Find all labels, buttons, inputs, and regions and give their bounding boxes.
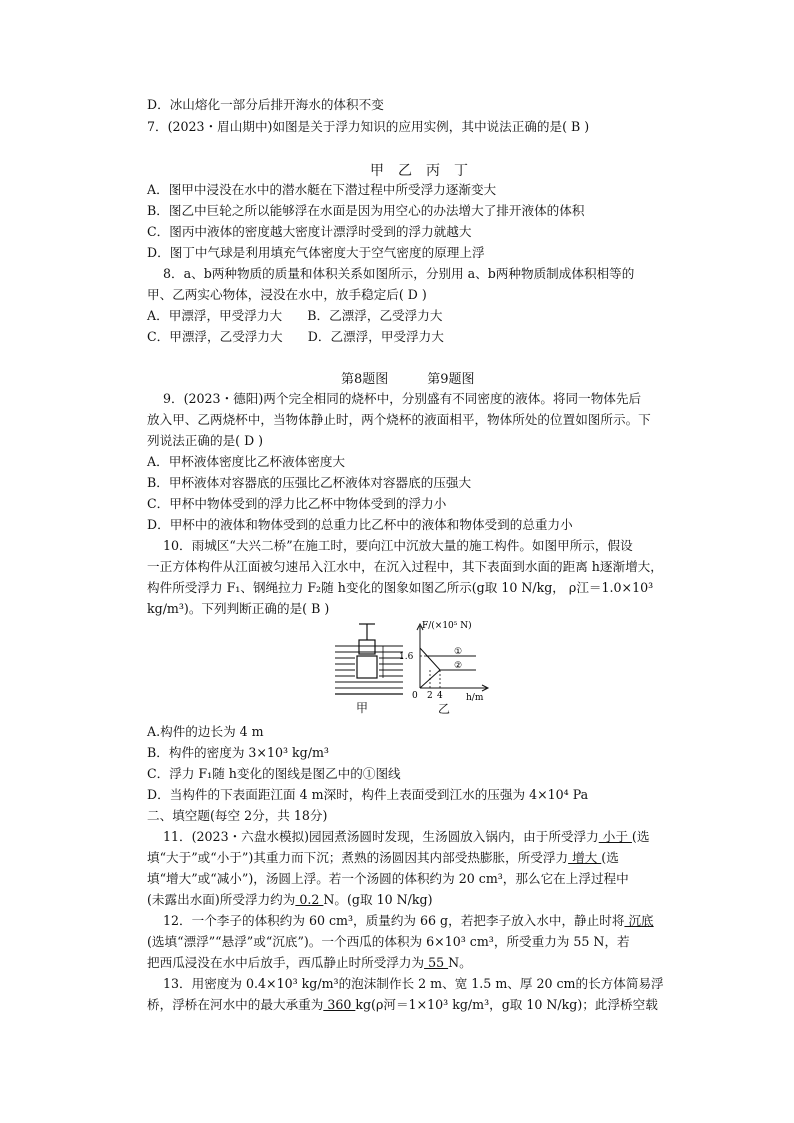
graph-x-tick-label: 4 bbox=[437, 691, 443, 701]
q11-line-3: 填“增大”或“减小”)，汤圆上浮。若一个汤圆的体积约为 20 cm³，那么它在上浮过程中 bbox=[147, 871, 629, 886]
q10-option-a: A.构件的边长为 4 m bbox=[147, 724, 264, 739]
q13-line-1: 13．用密度为 0.4×10³ kg/m³的泡沫制作长 2 m、宽 1.5 m、厚 20 cm的长方体简易浮 bbox=[163, 976, 664, 991]
graph-y-axis-label: F/(×10⁵ N) bbox=[422, 621, 472, 631]
q11-text: (选 bbox=[601, 850, 619, 865]
q10-figure-yi-label: 乙 bbox=[438, 702, 451, 716]
q11-line-2 bbox=[147, 850, 619, 866]
q7-option-c: C．图丙中液体的密度越大密度计漂浮时受到的浮力就越大 bbox=[147, 224, 472, 239]
q10-option-c: C．浮力 F₁随 h变化的图线是图乙中的①图线 bbox=[147, 766, 401, 781]
q11-text: 11．(2023・六盘水模拟)园园煮汤圆时发现，生汤圆放入锅内，由于所受浮力 bbox=[163, 829, 599, 844]
q7-stem: 7．(2023・眉山期中)如图是关于浮力知识的应用实例，其中说法正确的是( B ) bbox=[147, 119, 590, 134]
q10-graph-yi bbox=[396, 618, 496, 702]
q9-option-c: C．甲杯中物体受到的浮力比乙杯中物体受到的浮力小 bbox=[147, 496, 447, 511]
q13-text: kg(ρ河＝1×10³ kg/m³，g取 10 N/kg)；此浮桥空载 bbox=[355, 997, 658, 1012]
q7-figure-caption: 甲 乙 丙 丁 bbox=[370, 163, 468, 179]
q7-option-b: B．图乙中巨轮之所以能够浮在水面是因为用空心的办法增大了排开液体的体积 bbox=[147, 203, 585, 218]
graph-y-tick-label: 1.6 bbox=[399, 652, 414, 662]
q9-stem-1: 9．(2023・德阳)两个完全相同的烧杯中，分别盛有不同密度的液体。将同一物体先后 bbox=[163, 391, 642, 406]
q11-text: 填“大于”或“小于”)其重力而下沉；煮熟的汤圆因其内部受热膨胀，所受浮力 bbox=[147, 850, 569, 865]
q11-answer-3: 0.2 bbox=[295, 892, 324, 907]
q10-stem-1: 10．雨城区“大兴二桥”在施工时，要向江中沉放大量的施工构件。如图甲所示，假设 bbox=[163, 538, 633, 553]
q9-option-a: A．甲杯液体密度比乙杯液体密度大 bbox=[147, 454, 346, 469]
q9-option-d: D．甲杯中的液体和物体受到的总重力比乙杯中的液体和物体受到的总重力小 bbox=[147, 517, 573, 532]
q11-text: (选 bbox=[631, 829, 650, 844]
q10-option-b: B．构件的密度为 3×10³ kg/m³ bbox=[147, 745, 329, 760]
q10-figure-jia-label: 甲 bbox=[356, 701, 369, 715]
q9-stem-2: 放入甲、乙两烧杯中，当物体静止时，两个烧杯的液面相平，物体所处的位置如图所示。下 bbox=[147, 412, 651, 427]
q12-text: 把西瓜浸没在水中后放手，西瓜静止时所受浮力为 bbox=[147, 955, 425, 970]
q13-answer-1: 360 bbox=[323, 997, 356, 1012]
graph-x-axis-label: h/m bbox=[466, 693, 484, 702]
q7-option-d: D．图丁中气球是利用填充气体密度大于空气密度的原理上浮 bbox=[147, 245, 485, 260]
graph-curve-2-label: ② bbox=[454, 661, 463, 671]
graph-x-tick-label: 2 bbox=[427, 691, 433, 701]
q6-option-d: D．冰山熔化一部分后排开海水的体积不变 bbox=[147, 97, 384, 112]
q11-answer-1: 小于 bbox=[598, 829, 632, 844]
q12-text: 12．一个李子的体积约为 60 cm³，质量约为 66 g，若把李子放入水中，静止时将 bbox=[163, 913, 625, 928]
graph-x-tick-label: 0 bbox=[412, 691, 418, 701]
q12-line-3 bbox=[147, 955, 472, 971]
q12-line-1 bbox=[163, 913, 654, 929]
q10-stem-4: kg/m³)。下列判断正确的是( B ) bbox=[147, 601, 330, 616]
q12-text: (选填“漂浮”“悬浮”或“沉底”)。一个西瓜的体积为 6×10³ cm³，所受重力为 55 N，若 bbox=[147, 934, 630, 949]
q8-options-cd: C．甲漂浮，乙受浮力大 D．乙漂浮，甲受浮力大 bbox=[147, 329, 444, 344]
q9-option-b: B．甲杯液体对容器底的压强比乙杯液体对容器底的压强大 bbox=[147, 475, 472, 490]
q10-stem-3: 构件所受浮力 F₁、钢绳拉力 F₂随 h变化的图象如图乙所示(g取 10 N/kg， ρ江＝1.0×10³ bbox=[147, 580, 654, 595]
q7-option-a: A．图甲中浸没在水中的潜水艇在下潜过程中所受浮力逐渐变大 bbox=[147, 182, 497, 197]
graph-curve-1-label: ① bbox=[454, 647, 463, 657]
q12-text: N。 bbox=[448, 955, 472, 970]
q11-line-1 bbox=[163, 829, 649, 845]
q8-q9-figure-caption: 第8题图 第9题图 bbox=[341, 372, 475, 387]
q13-line-2 bbox=[147, 997, 658, 1013]
section-heading-fill-in: 二、填空题(每空 2分，共 18分) bbox=[147, 808, 328, 823]
q8-options-ab: A．甲漂浮，甲受浮力大 B．乙漂浮，乙受浮力大 bbox=[147, 308, 443, 323]
q13-text: 桥，浮桥在河水中的最大承重为 bbox=[147, 997, 324, 1012]
q11-text: N。(g取 10 N/kg) bbox=[323, 892, 433, 907]
q10-stem-2: 一正方体构件从江面被匀速吊入江水中，在沉入过程中，其下表面到水面的距离 h逐渐增大， bbox=[147, 559, 663, 574]
q11-line-4 bbox=[147, 892, 433, 908]
q12-answer-1: 沉底 bbox=[624, 913, 654, 928]
q11-text: (未露出水面)所受浮力约为 bbox=[147, 892, 296, 907]
q10-option-d: D．当构件的下表面距江面 4 m深时，构件上表面受到江水的压强为 4×10⁴ Pa bbox=[147, 787, 589, 802]
q8-stem-1: 8．a、b两种物质的质量和体积关系如图所示，分别用 a、b两种物质制成体积相等的 bbox=[163, 266, 635, 281]
q8-stem-2: 甲、乙两实心物体，浸没在水中，放手稳定后( D ) bbox=[147, 287, 427, 302]
q9-stem-3: 列说法正确的是( D ) bbox=[147, 433, 264, 448]
q11-answer-2: 增大 bbox=[568, 850, 602, 865]
q12-answer-2: 55 bbox=[424, 955, 449, 970]
q12-line-2 bbox=[147, 934, 630, 950]
